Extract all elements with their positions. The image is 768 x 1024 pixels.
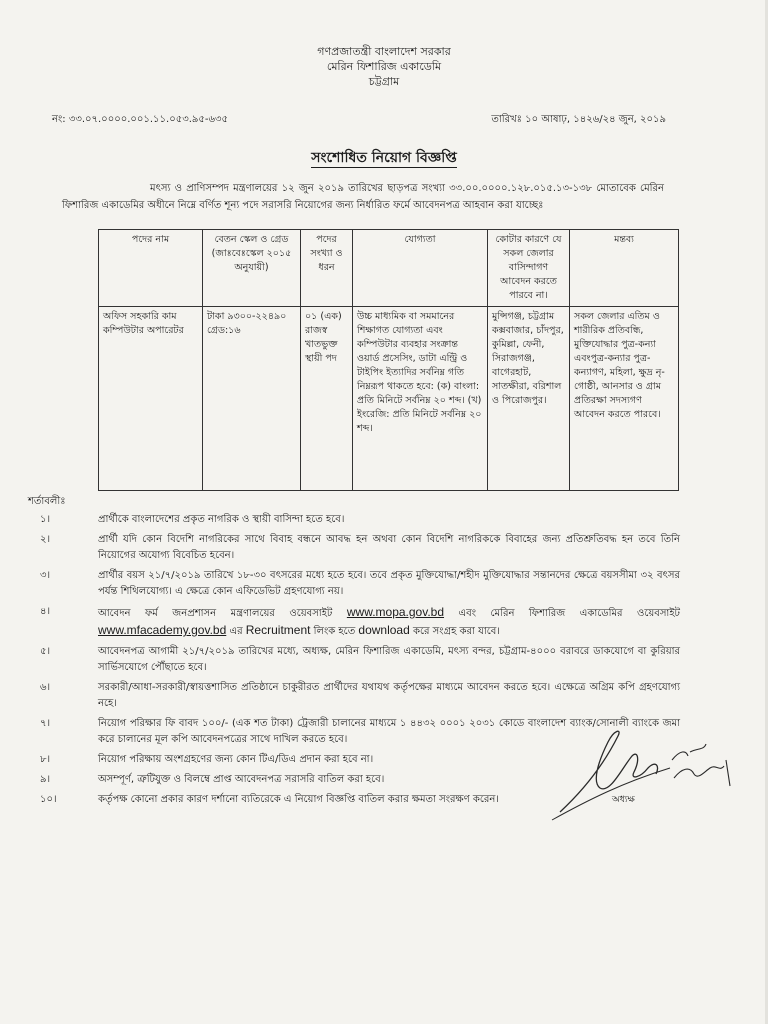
term-number: ৩।	[40, 570, 51, 581]
term-text: নিয়োগ পরিক্ষার ফি বাবদ ১০০/- (এক শত টাকা) ট্রেজারী চালানের মাধ্যমে ১ ৪৪৩২ ০০০১ ২০৩১ কোডে বাংলাদেশ ব্যাংক/সোনালী ব্যাংকে জমা করে চালানের মূল কপি আবেদনপত্রের সাথে দাখিল করতে হবে।	[98, 718, 680, 745]
term-text: সরকারী/আধা-সরকারী/স্বায়ত্তশাসিত প্রতিষ্ঠানে চাকুরীরত প্রার্থীদের যথাযথ কর্তৃপক্ষের মাধ্যমে আবেদন করতে হবে। এক্ষেত্রে অগ্রিম কপি গ্রহণযোগ্য নহে।	[98, 682, 680, 709]
term-number: ৪।	[40, 606, 51, 617]
term-number: ৮।	[40, 754, 51, 765]
city-name: চট্টগ্রাম	[368, 75, 400, 88]
term-text-part: আবেদন ফর্ম জনপ্রশাসন মন্ত্রণালয়ের ওয়েবসাইট	[98, 608, 333, 619]
download-word: download	[358, 623, 410, 637]
list-item	[40, 604, 680, 640]
term-number: ১।	[40, 514, 51, 525]
term-text-part: এবং মেরিন ফিশারিজ একাডেমির ওয়েবসাইট	[458, 608, 680, 619]
term-number: ১০।	[40, 794, 57, 805]
cell-quota-districts: মুন্সিগঞ্জ, চট্টগ্রাম কক্সবাজার, চাঁদপুর, কুমিল্লা, ফেনী, সিরাজগঞ্জ, বাগেরহাট, সাতক্ষীরা, বরিশাল ও পিরোজপুর।	[488, 307, 570, 491]
signatory-title: অধ্যক্ষ	[612, 795, 635, 805]
memo-date: তারিখঃ ১০ আষাঢ়, ১৪২৬/২৪ জুন, ২০১৯	[491, 114, 666, 125]
intro-paragraph: মৎস্য ও প্রাণিসম্পদ মন্ত্রণালয়ের ১২ জুন ২০১৯ তারিখের ছাড়পত্র সংখ্যা ৩৩.০০.০০০০.১২৮.০১৫.১৩-১৩৮ মোতাবেক মেরিন ফিশারিজ একাডেমির অধীনে নিম্নে বর্ণিত শূন্য পদে সরাসরি নিয়োগের জন্য নির্ধারিত ফর্মে আবেদনপত্র আহবান করা যাচ্ছেঃ	[62, 183, 664, 211]
cell-post-count: ০১ (এক) রাজস্ব খাতভুক্ত স্থায়ী পদ	[301, 307, 353, 491]
term-number: ২।	[40, 534, 51, 545]
term-text: কর্তৃপক্ষ কোনো প্রকার কারণ দর্শানো ব্যতিরেকে এ নিয়োগ বিজ্ঞপ্তি বাতিল করার ক্ষমতা সংরক্ষণ করেন।	[98, 794, 499, 805]
term-number: ৬।	[40, 682, 51, 693]
notice-title-text: সংশোধিত নিয়োগ বিজ্ঞপ্তি	[311, 150, 457, 166]
header-quota-districts: কোটার কারণে যে সকল জেলার বাসিন্দাগণ আবেদন করতে পারবে না।	[488, 230, 570, 307]
header-pay-scale: বেতন স্কেল ও গ্রেড (জাঃবেঃস্কেল ২০১৫ অনুযায়ী)	[203, 230, 301, 307]
header-remarks: মন্তব্য	[570, 230, 679, 307]
list-item	[40, 512, 680, 528]
vacancy-table	[98, 229, 679, 491]
government-name: গণপ্রজাতন্ত্রী বাংলাদেশ সরকার	[317, 45, 451, 58]
letterhead	[0, 44, 768, 89]
terms-heading: শর্তাবলীঃ	[28, 496, 66, 507]
cell-remarks: সকল জেলার এতিম ও শারীরিক প্রতিবন্ধি, মুক্তিযোদ্ধার পুত্র-কন্যা এবংপুত্র-কন্যার পুত্র-কন্যাগণ, মহিলা, ক্ষুদ্র নৃ-গোষ্ঠী, আনসার ও গ্রাম প্রতিরক্ষা সদস্যগণ আবেদন করতে পারবে।	[570, 307, 679, 491]
term-text-part: এর	[229, 626, 243, 637]
term-text: প্রার্থীকে বাংলাদেশের প্রকৃত নাগরিক ও স্থায়ী বাসিন্দা হতে হবে।	[98, 514, 345, 525]
term-text-part: লিংক হতে	[313, 626, 356, 637]
table-row	[99, 307, 679, 491]
list-item	[40, 532, 680, 564]
list-item	[40, 644, 680, 676]
notice-title	[0, 146, 768, 170]
mopa-website-link[interactable]: www.mopa.gov.bd	[346, 605, 445, 619]
mfacademy-website-link[interactable]: www.mfacademy.gov.bd	[98, 623, 227, 637]
term-number: ৫।	[40, 646, 51, 657]
table-header-row	[99, 230, 679, 307]
list-item	[40, 680, 680, 712]
header-post-name: পদের নাম	[99, 230, 203, 307]
term-number: ৭।	[40, 718, 51, 729]
term-text: নিয়োগ পরিক্ষায় অংশগ্রহণের জন্য কোন টিএ/ডিএ প্রদান করা হবে না।	[98, 754, 374, 765]
term-text	[98, 604, 680, 640]
term-text: আবেদনপত্র আগামী ২১/৭/২০১৯ তারিখের মধ্যে, অধ্যক্ষ, মেরিন ফিশারিজ একাডেমি, মৎস্য বন্দর, চট্টগ্রাম-৪০০০ বরাবরে ডাকযোগে বা কুরিয়ার সার্ভিসযোগে পৌঁছাতে হবে।	[98, 646, 680, 673]
cell-post-name: অফিস সহকারি কাম কম্পিউটার অপারেটর	[99, 307, 203, 491]
term-text-part: করে সংগ্রহ করা যাবে।	[412, 626, 500, 637]
cell-pay-scale: টাকা ৯৩০০-২২৪৯০ গ্রেড:১৬	[203, 307, 301, 491]
list-item	[40, 568, 680, 600]
term-text: প্রার্থী যদি কোন বিদেশি নাগরিকের সাথে বিবাহ বন্ধনে আবদ্ধ হন অথবা কোন বিদেশি নাগরিককে বিবাহের জন্য প্রতিশ্রুতিবদ্ধ হন তবে তিনি নিয়োগের অযোগ্য বিবেচিত হবেন।	[98, 534, 680, 561]
academy-name: মেরিন ফিশারিজ একাডেমি	[326, 60, 442, 73]
memo-ref-number: নং: ৩৩.০৭.০০০০.০০১.১১.০৫৩.৯৫-৬৩৫	[52, 114, 228, 125]
term-number: ৯।	[40, 774, 51, 785]
handwritten-signature	[548, 716, 738, 826]
cell-qualification: উচ্চ মাধ্যমিক বা সমমানের শিক্ষাগত যোগ্যতা এবং কম্পিউটার ব্যবহার সংক্রান্ত ওয়ার্ড প্রসেসিং, ডাটা এন্ট্রি ও টাইপিং ইত্যাদির সর্বনিম্ন গতি নিম্নরূপ থাকতে হবে: (ক) বাংলা: প্রতি মিনিটে সর্বনিম্ন ২০ শব্দ। (খ) ইংরেজি: প্রতি মিনিটে সর্বনিম্ন ২০ শব্দ।	[353, 307, 488, 491]
recruitment-word: Recruitment	[245, 623, 311, 637]
term-text: প্রার্থীর বয়স ২১/৭/২০১৯ তারিখে ১৮-৩০ বৎসরের মধ্যে হতে হবে। তবে প্রকৃত মুক্তিযোদ্ধা/শহীদ মুক্তিযোদ্ধার সন্তানদের ক্ষেত্রে বয়সসীমা ৩২ বৎসর পর্যন্ত শিথিলযোগ্য। এ ক্ষেত্রে কোন এফিডেভিট গ্রহণযোগ্য নয়।	[98, 570, 680, 597]
header-post-count: পদের সংখ্যা ও ধরন	[301, 230, 353, 307]
header-qualification: যোগ্যতা	[353, 230, 488, 307]
term-text: অসম্পূর্ণ, ত্রুটিযুক্ত ও বিলম্বে প্রাপ্ত আবেদনপত্র সরাসরি বাতিল করা হবে।	[98, 774, 385, 785]
